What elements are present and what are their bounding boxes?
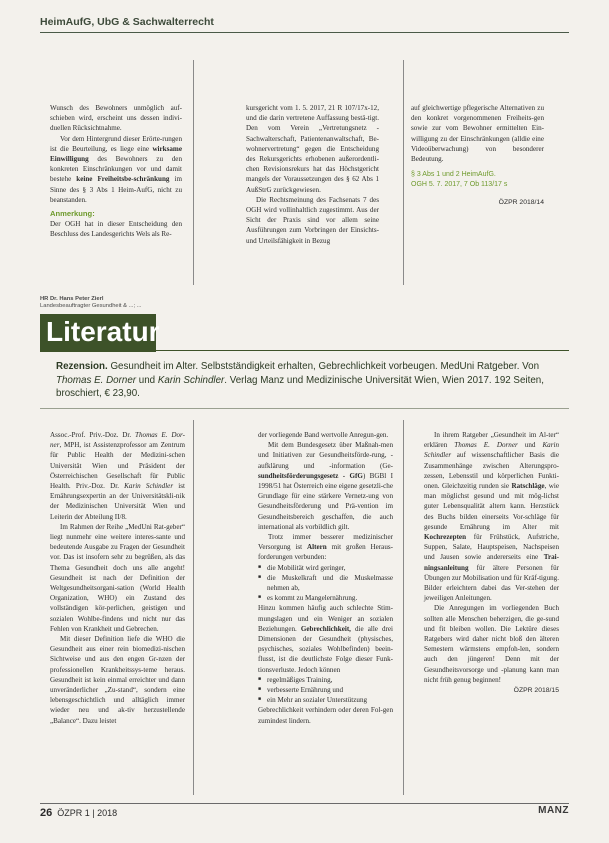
review-rule: [40, 408, 569, 409]
text: Vor dem Hintergrund dieser Erörte-rungen ist die Beurteilung, es liege eine: [50, 134, 182, 153]
section-rule: [156, 350, 569, 351]
editor-name: HR Dr. Hans Peter Zierl: [40, 296, 104, 302]
text: Trotz immer besserer medizinischer Versorgung ist: [258, 533, 393, 552]
bold-text: Altern: [307, 543, 327, 552]
review-author: Karin Schindler: [157, 374, 225, 386]
review-title: Gesundheit im Alter. Selbstständigkeit erhalten, Gebrechlichkeit vorbeugen. MedUni Ratgeber. Von: [107, 361, 540, 372]
review-header: [56, 360, 566, 401]
header-rule: [40, 32, 569, 33]
paragraph: Wunsch des Bewohners unmöglich auf-schieben wird, erscheint uns dessen indivi-duellen Rücksichtnahme.: [50, 104, 182, 133]
text: Assoc.-Prof. Priv.-Doz. Dr.: [50, 431, 136, 439]
paragraph: [258, 603, 393, 674]
paragraph: kursgericht vom 1. 5. 2017, 21 R 107/17x-12, und die darin vertretene Auffassung bestä-tigt. Den vom Verein „Vertretungsnetz - Sachwalterschaft, Patientenanwaltschaft, Be-wohnervertretung“ gegen die Entscheidung des Rekursgerichts erhobenen außerordentli-chen Revisionsrekurs hat das Höchstgericht mangels der Voraussetzungen des § 62 Abs 1 AußStrG zurückgewiesen.: [246, 104, 379, 194]
text: Mit dem Bundesgesetz über Maßnah-men und Initiativen zur Gesundheitsförde-rung, -aufklärung und -information (Ge-: [258, 441, 393, 470]
text: im Sinne des § 3 Abs 1 Heim-AufG, nicht zu beanstanden.: [50, 175, 182, 204]
top-column-3: [411, 103, 544, 208]
author-name: Karin Schindler: [124, 482, 174, 491]
text: und: [136, 374, 158, 386]
bullet-list: [258, 563, 393, 604]
text: Hinzu kommen häufig auch schlechte Stim-mungslagen und ein Weniger an sozialen Beziehungen.: [258, 604, 393, 633]
reference-law: § 3 Abs 1 und 2 HeimAufG.: [411, 171, 496, 179]
text: mit großen Heraus-forderungen verbunden:: [258, 543, 393, 562]
text: ist Ernährungsexpertin an der Universitätskli-nik der Medizinischen Universität Wien und Leiterin der Abteilung II/8.: [50, 482, 185, 521]
paragraph: Die Anregungen im vorliegenden Buch sollten alle Menschen beherzigen, die ge-sund und fit bleiben wollen. Die Lektüre dieses Ratgebers wird daher nicht bloß den älteren Semestern wärmstens empfoh-len, sondern auch den jüngeren! Denn mit der Gesundheitsvorsorge und -planung kann man nicht früh genug beginnen!: [424, 604, 559, 684]
author-name: Thomas E. Dorner: [454, 441, 518, 450]
citation-signature: ÖZPR 2018/15: [513, 687, 559, 695]
text: für Frühstück, Aufstriche, Suppen, Salate, Hauptspeisen, Nachspeisen und Jausen sowie andererseits eine: [424, 533, 559, 562]
review-publication: . Verlag Manz und Medizinische Universität Wien, Wien 2017. 192 Seiten, broschiert, € 23,90.: [56, 374, 544, 399]
list-item: ■ die Mobilität wird geringer,: [258, 563, 393, 573]
citation-signature: ÖZPR 2018/14: [498, 199, 544, 207]
bold-text: keine Freiheitsbe-schränkung: [76, 175, 170, 184]
text: und: [517, 441, 543, 450]
paragraph: [258, 440, 393, 532]
paragraph: Der OGH hat in dieser Entscheidung den Beschluss des Landesgerichts Wels als Re-: [50, 220, 182, 239]
paragraph: der vorliegende Band wertvolle Anregun-gen.: [258, 431, 389, 439]
publisher-logo: MANZ: [538, 805, 569, 816]
bold-text: Kochrezepten: [424, 533, 467, 542]
footer-pagination: [40, 807, 117, 819]
bottom-column-1: [50, 430, 185, 726]
list-item: ■ regelmäßiges Training,: [258, 675, 393, 685]
author-name: Thomas E. Dor-ner: [50, 431, 185, 450]
text: die alle drei Dimensionen der Gesundheit (physisches, psychisches, soziales Wohlbefinden) beein-flusst, ist die deutlichste Folge dieser Funk-tionsverluste. Jedoch können: [258, 624, 393, 674]
text: ) BGBl I 1998/51 hat Österreich eine eigene gesetzli-che Grundlage für eine stärkere Vernetz-ung von Gesundheitsförderung und Prä-vention im Gesundheitsbereich geschaffen, die auch international als vorbildlich gilt.: [258, 471, 393, 531]
paragraph: Gebrechlichkeit verhindern oder deren Fol-gen zumindest lindern.: [258, 706, 393, 725]
list-item: ■ ein Mehr an sozialer Unterstützung: [258, 695, 393, 705]
review-author: Thomas E. Dorner: [56, 374, 137, 386]
text: , MPH, ist Assistenzprofessor am Zentrum für Public Health der Medizini-schen Universität Wien und Präsident der Österreichischen Gesellschaft für Public Health. Priv.-Doz. Dr.: [50, 441, 185, 491]
review-label: Rezension.: [56, 361, 108, 372]
text: In ihrem Ratgeber „Gesundheit im Al-ter“ erklären: [424, 431, 559, 450]
column-divider: [193, 60, 194, 285]
text: auf wissenschaftlicher Basis die Zusammenhänge zwischen Alterungspro-zessen, Lebensstil und körperlichen Funkti-onen. Gleichzeitig runden sie: [424, 451, 559, 491]
column-divider: [403, 60, 404, 285]
reference-case: OGH 5. 7. 2017, 7 Ob 113/17 s: [411, 181, 508, 189]
author-name: Karin Schindler: [424, 441, 560, 460]
section-title: Literatur: [46, 316, 160, 347]
bullet-list: [258, 675, 393, 706]
column-divider: [193, 420, 194, 795]
paragraph: Die Rechtsmeinung des Fachsenats 7 des OGH wird vollinhaltlich zugestimmt. Aus der Sicht der Praxis sind vor allem seine Ausführungen zum Vorbringen der Einsichts- und Urteilsfähigkeit in Bezug: [246, 195, 379, 245]
top-column-1: [50, 103, 182, 240]
text: des Bewohners zu den konkreten Einschränkungen vor und damit bestehe: [50, 155, 182, 184]
page-number: 26: [40, 807, 53, 819]
text: , wie man möglichst gesund und mit mög-lichst guter Lebensqualität altern kann. Herzstück des Buchs bilden einerseits Vor-schläge für gesunde Ernährung im Alter mit: [424, 482, 559, 531]
bold-text: wirksame Einwilligung: [50, 144, 182, 164]
paragraph: Im Rahmen der Reihe „MedUni Rat-geber“ liegt nunmehr eine weitere interes-sante und bedeutende Ausgabe zu Fragen der Gesundheit vor. Das ist insofern sehr zu begrüßen, als das Thema Gesundheit doch uns alle angeht! Gesundheit ist nach der Definition der Weltgesundheitsorgani-sation (World Health Organization, WHO) ein Zustand des vollständigen kör-perlichen, geistigen und sozialen Wohlbe-findens und nicht nur das Fehlen von Krankheit und Gebrechen.: [50, 522, 185, 633]
paragraph: auf gleichwertige pflegerische Alternativen zu den konkret vorgenommenen Freiheits-gen sowie zur vom Bewohner ermittelten Ein-willigung zu der Einschränkungen (alldie eine Videoüberwachung) von besonderer Bedeutung.: [411, 104, 544, 164]
bold-text: Trai-ningsanleitung: [424, 553, 559, 572]
bold-text: Ratschläge: [511, 482, 545, 491]
top-column-2: [246, 103, 379, 246]
list-item: ■ es kommt zu Mangelernährung.: [258, 593, 393, 603]
annotation-heading: Anmerkung:: [50, 209, 95, 219]
footer-rule: [40, 803, 569, 804]
section-banner: [40, 314, 160, 352]
column-divider: [403, 420, 404, 795]
editor-credit: [40, 296, 142, 310]
journal-name: ÖZPR 1 | 2018: [57, 808, 118, 818]
bold-text: sundheitsförderungsgesetz - GfG: [258, 471, 363, 480]
paragraph: [424, 430, 559, 603]
text: für ältere Personen für Übungen zur Mobilisation und für Kräf-tigung. Bilder erleichtern dabei das Ver-stehen der jeweiligen Anleitungen.: [424, 563, 559, 603]
reference: [411, 170, 544, 190]
editor-role: Landesbeauftragter Gesundheit & ...; ...: [40, 303, 142, 310]
list-item: ■ die Muskelkraft und die Muskelmasse nehmen ab,: [258, 573, 393, 593]
bottom-column-3: [424, 430, 559, 696]
running-head: HeimAufG, UbG & Sachwalterrecht: [40, 16, 214, 28]
bottom-column-2: [258, 430, 393, 726]
list-item: ■ verbesserte Ernährung und: [258, 685, 393, 695]
paragraph: [258, 532, 393, 563]
bold-text: Gebrechlichkeit,: [300, 624, 351, 633]
paragraph: Mit dieser Definition liefe die WHO die Gesundheit aus einer rein biomedizi-nischen Sichtweise und aus den engen Gr-nzen der professionellen Krankheitssys-teme heraus. Gesundheit ist kein einmal erreichter und dann unveränderlicher „Zu-stand“, sondern eine lebensgeschichtlich und alltäglich immer wieder neu und ak-tiv herzustellende „Balance“. Dazu leistet: [50, 635, 185, 725]
paragraph: [50, 134, 182, 205]
paragraph: [50, 430, 185, 522]
